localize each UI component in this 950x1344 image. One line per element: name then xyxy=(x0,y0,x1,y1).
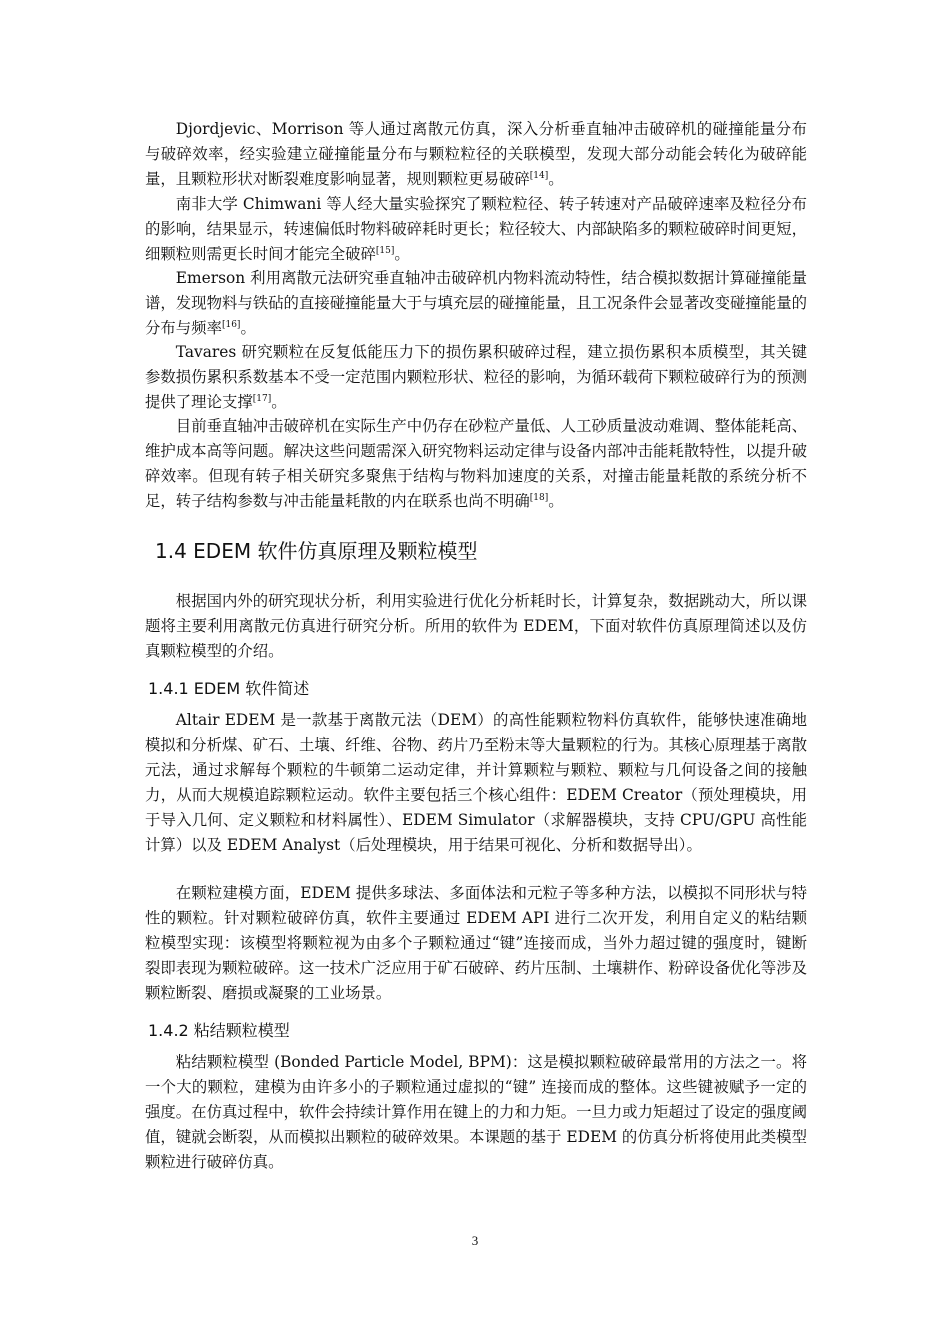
paragraph-particle-modeling: 在颗粒建模方面，EDEM 提供多球法、多面体法和元粒子等多种方法，以模拟不同形状与特性的颗粒。针对颗粒破碎仿真，软件主要通过 EDEM API 进行二次开发，利用自定义的粘结颗粒模型实现：该模型将颗粒视为由多个子颗粒通过“键”连接而成，当外力超过键的强度时，键断裂即表现为颗粒破碎。这一技术广泛应用于矿石破碎、药片压制、土壤耕作、粉碎设备优化等涉及颗粒断裂、磨损或凝聚的工业场景。 xyxy=(145,884,807,1002)
paragraph-emerson: Emerson 利用离散元法研究垂直轴冲击破碎机内物料流动特性，结合模拟数据计算碰撞能量谱，发现物料与铁砧的直接碰撞能量大于与填充层的碰撞能量，且工况条件会显著改变碰撞能量的分布与频率[16]。 xyxy=(145,269,807,337)
paragraph-tavares: Tavares 研究颗粒在反复低能压力下的损伤累积破碎过程，建立损伤累积本质模型，其关键参数损伤累积系数基本不受一定范围内颗粒形状、粒径的影响，为循环载荷下颗粒破碎行为的预测提供了理论支撑[17]。 xyxy=(145,343,807,411)
paragraph-bpm: 粘结颗粒模型 (Bonded Particle Model, BPM)：这是模拟颗粒破碎最常用的方法之一。将一个大的颗粒，建模为由许多小的子颗粒通过虚拟的“键” 连接而成的整体。这些键被赋予一定的强度。在仿真过程中，软件会持续计算作用在键上的力和力矩。一旦力或力矩超过了设定的强度阈值，键就会断裂，从而模拟出颗粒的破碎效果。本课题的基于 EDEM 的仿真分析将使用此类模型颗粒进行破碎仿真。 xyxy=(145,1053,807,1171)
section-heading-1-4-1: 1.4.1 EDEM 软件简述 xyxy=(148,679,310,698)
section-heading-1-4-2: 1.4.2 粘结颗粒模型 xyxy=(148,1021,290,1040)
section-heading-1-4: 1.4 EDEM 软件仿真原理及颗粒模型 xyxy=(155,539,478,563)
page-number: 3 xyxy=(471,1233,479,1248)
paragraph-edem-overview: Altair EDEM 是一款基于离散元法（DEM）的高性能颗粒物料仿真软件，能够快速准确地模拟和分析煤、矿石、土壤、纤维、谷物、药片乃至粉末等大量颗粒的行为。其核心原理基于离散元法，通过求解每个颗粒的牛顿第二运动定律，并计算颗粒与颗粒、颗粒与几何设备之间的接触力，从而大规模追踪颗粒运动。软件主要包括三个核心组件：EDEM Creator（预处理模块，用于导入几何、定义颗粒和材料属性）、EDEM Simulator（求解器模块，支持 CPU/GPU 高性能计算）以及 EDEM Analyst（后处理模块，用于结果可视化、分析和数据导出）。 xyxy=(145,711,807,854)
paragraph-current-status: 目前垂直轴冲击破碎机在实际生产中仍存在砂粒产量低、人工砂质量波动难调、整体能耗高、维护成本高等问题。解决这些问题需深入研究物料运动定律与设备内部冲击能耗散特性，以提升破碎效率。但现有转子相关研究多聚焦于结构与物料加速度的关系，对撞击能量耗散的系统分析不足，转子结构参数与冲击能量耗散的内在联系也尚不明确[18]。 xyxy=(145,417,807,510)
paragraph-djordjevic: Djordjevic、Morrison 等人通过离散元仿真，深入分析垂直轴冲击破碎机的碰撞能量分布与破碎效率，经实验建立碰撞能量分布与颗粒粒径的关联模型，发现大部分动能会转化为破碎能量，且颗粒形状对断裂难度影响显著，规则颗粒更易破碎[14]。 xyxy=(145,120,807,188)
paragraph-chimwani: 南非大学 Chimwani 等人经大量实验探究了颗粒粒径、转子转速对产品破碎速率及粒径分布的影响，结果显示，转速偏低时物料破碎耗时更长；粒径较大、内部缺陷多的颗粒破碎时间更短，细颗粒则需更长时间才能完全破碎[15]。 xyxy=(145,195,807,263)
paragraph-intro-edem: 根据国内外的研究现状分析，利用实验进行优化分析耗时长，计算复杂，数据跳动大，所以课题将主要利用离散元仿真进行研究分析。所用的软件为 EDEM，下面对软件仿真原理简述以及仿真颗粒模型的介绍。 xyxy=(145,592,807,660)
